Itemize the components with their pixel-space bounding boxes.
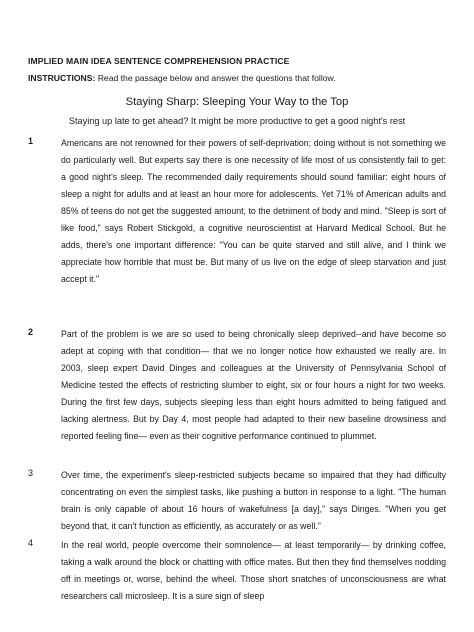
paragraph-text: Over time, the experiment's sleep-restricted subjects became so impaired that they had difficulty concentrating on even the simplest tasks, like pushing a button in response to a light. "The human brain is only capable of about 16 hours of wakefulness [a day]," says Dinges. "When you get beyond that, it can't function as efficiently, as accurately or as well.": [61, 470, 446, 531]
paragraph-number: 4: [28, 538, 34, 548]
passage-subtitle: Staying up late to get ahead? It might be more productive to get a good night's rest: [68, 116, 406, 126]
instructions-text: Read the passage below and answer the questions that follow.: [95, 73, 336, 83]
paragraph-number: 1: [28, 136, 34, 146]
passage-title: Staying Sharp: Sleeping Your Way to the Top: [125, 96, 349, 108]
paragraph-number: 2: [28, 327, 34, 337]
paragraph-text: Americans are not renowned for their powers of self-deprivation; doing without is not something we do particularly well. But experts say there is one necessity of life most of us consistently fail to get: a good night's sleep. The recommended daily requirements should sound familiar: eight hours of sleep a night for adults and at least an hour more for adolescents. Yet 71% of American adults and 85% of teens do not get the suggested amount, to the detriment of body and mind. "Sleep is sort of like food," says Robert Stickgold, a cognitive neuroscientist at Harvard Medical School. But he adds, there's one important difference: "You can be quite starved and still alive, and I think we appreciate how horrible that must be. But many of us live on the edge of sleep starvation and just accept it.": [61, 138, 446, 284]
instructions: [28, 73, 458, 83]
worksheet-header: IMPLIED MAIN IDEA SENTENCE COMPREHENSION PRACTICE: [28, 56, 290, 66]
paragraph-text: In the real world, people overcome their somnolence— at least temporarily— by drinking coffee, taking a walk around the block or chatting with office mates. But then they find themselves nodding off in meetings or, worse, behind the wheel. Those short snatches of unconsciousness are what researchers call microsleep. It is a sure sign of sleep: [61, 540, 446, 601]
paragraph-text: Part of the problem is we are so used to being chronically sleep deprived--and have become so adept at coping with that condition— that we no longer notice how exhausted we really are. In 2003, sleep expert David Dinges and colleagues at the University of Pennsylvania School of Medicine tested the effects of restricting slumber to eight, six or four hours a night for two weeks. During the first few days, subjects sleeping less than eight hours admitted to being fatigued and lacking alertness. But by Day 4, most people had adapted to their new baseline drowsiness and reported feeling fine— even as their cognitive performance continued to plummet.: [61, 329, 446, 441]
paragraph-number: 3: [28, 468, 34, 478]
instructions-label: INSTRUCTIONS:: [28, 73, 96, 83]
